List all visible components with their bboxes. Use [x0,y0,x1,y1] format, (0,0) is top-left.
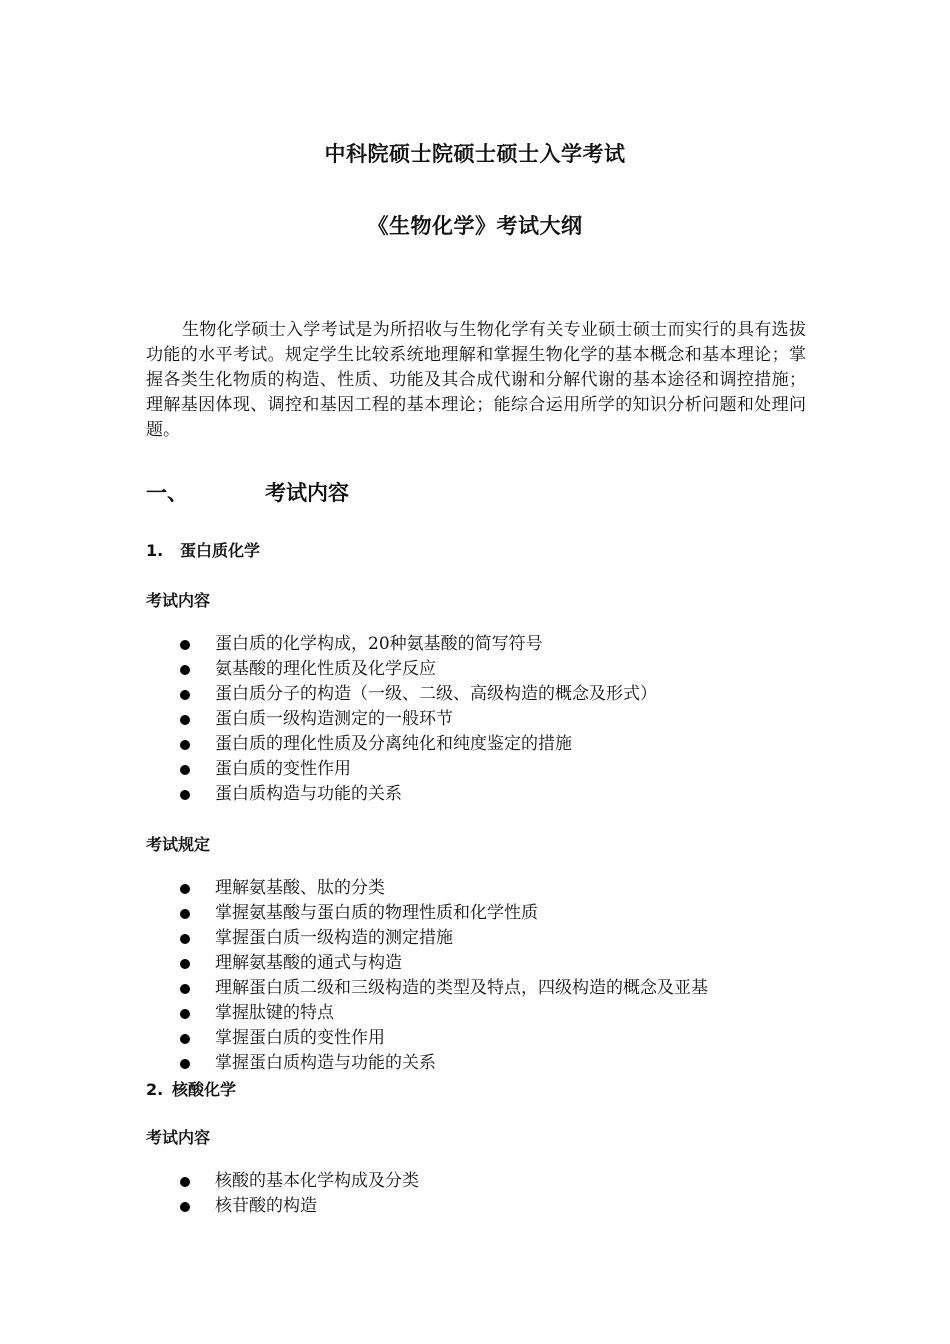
bullet-icon [180,740,190,750]
requirements-label: 考试规定 [146,835,211,854]
list-item-text: 蛋白质一级构造测定的一般环节 [215,709,453,729]
list-item-text: 氨基酸的理化性质及化学反应 [215,659,436,679]
bullet-icon [180,984,190,994]
subsection-number: 1. [146,541,164,560]
subsection-title: 核酸化学 [172,1080,237,1099]
document-title: 中科院硕士院硕士硕士入学考试 [324,142,626,166]
bullet-icon [180,909,190,919]
list-item-text: 理解氨基酸的通式与构造 [215,953,402,973]
subsection-number: 2. [146,1080,164,1099]
list-item-text: 蛋白质分子的构造（一级、二级、高级构造的概念及形式） [215,684,657,704]
section-title: 考试内容 [265,481,349,505]
subsection-heading-nucleic-acid [146,1077,236,1100]
bullet-icon [180,640,190,650]
bullet-icon [180,790,190,800]
list-item-text: 掌握蛋白质构造与功能的关系 [215,1053,436,1073]
list-item-text: 核苷酸的构造 [215,1196,317,1216]
bullet-icon [180,765,190,775]
list-item-text: 蛋白质的化学构成，20种氨基酸的简写符号 [215,634,543,654]
list-item-text: 蛋白质的变性作用 [215,759,351,779]
subsection-title: 蛋白质化学 [180,541,261,560]
intro-paragraph: 生物化学硕士入学考试是为所招收与生物化学有关专业硕士硕士而实行的具有选拔功能的水平考试。规定学生比较系统地理解和掌握生物化学的基本概念和基本理论；掌握各类生化物质的构造、性质、功能及其合成代谢和分解代谢的基本途径和调控措施；理解基因体现、调控和基因工程的基本理论；能综合运用所学的知识分析问题和处理问题。 [146,320,806,440]
list-item-text: 掌握氨基酸与蛋白质的物理性质和化学性质 [215,903,538,923]
bullet-icon [180,665,190,675]
list-item-text: 理解氨基酸、肽的分类 [215,878,385,898]
bullet-icon [180,959,190,969]
list-item-text: 蛋白质的理化性质及分离纯化和纯度鉴定的措施 [215,734,572,754]
list-item-text: 掌握蛋白质一级构造的测定措施 [215,928,453,948]
bullet-icon [180,1059,190,1069]
section-heading-exam-content [146,477,349,507]
bullet-icon [180,884,190,894]
list-item-text: 掌握蛋白质的变性作用 [215,1028,385,1048]
bullet-icon [180,1009,190,1019]
content-label: 考试内容 [146,591,211,610]
bullet-icon [180,715,190,725]
bullet-icon [180,1177,190,1187]
bullet-icon [180,1202,190,1212]
subsection-heading-protein [146,538,260,561]
bullet-icon [180,1034,190,1044]
document-subtitle: 《生物化学》考试大纲 [367,214,583,238]
list-item-text: 理解蛋白质二级和三级构造的类型及特点，四级构造的概念及亚基 [215,978,708,998]
list-item-text: 核酸的基本化学构成及分类 [215,1171,419,1191]
bullet-icon [180,690,190,700]
bullet-icon [180,934,190,944]
content-label: 考试内容 [146,1128,211,1147]
section-number: 一、 [146,481,188,505]
list-item-text: 蛋白质构造与功能的关系 [215,784,402,804]
list-item-text: 掌握肽键的特点 [215,1003,334,1023]
